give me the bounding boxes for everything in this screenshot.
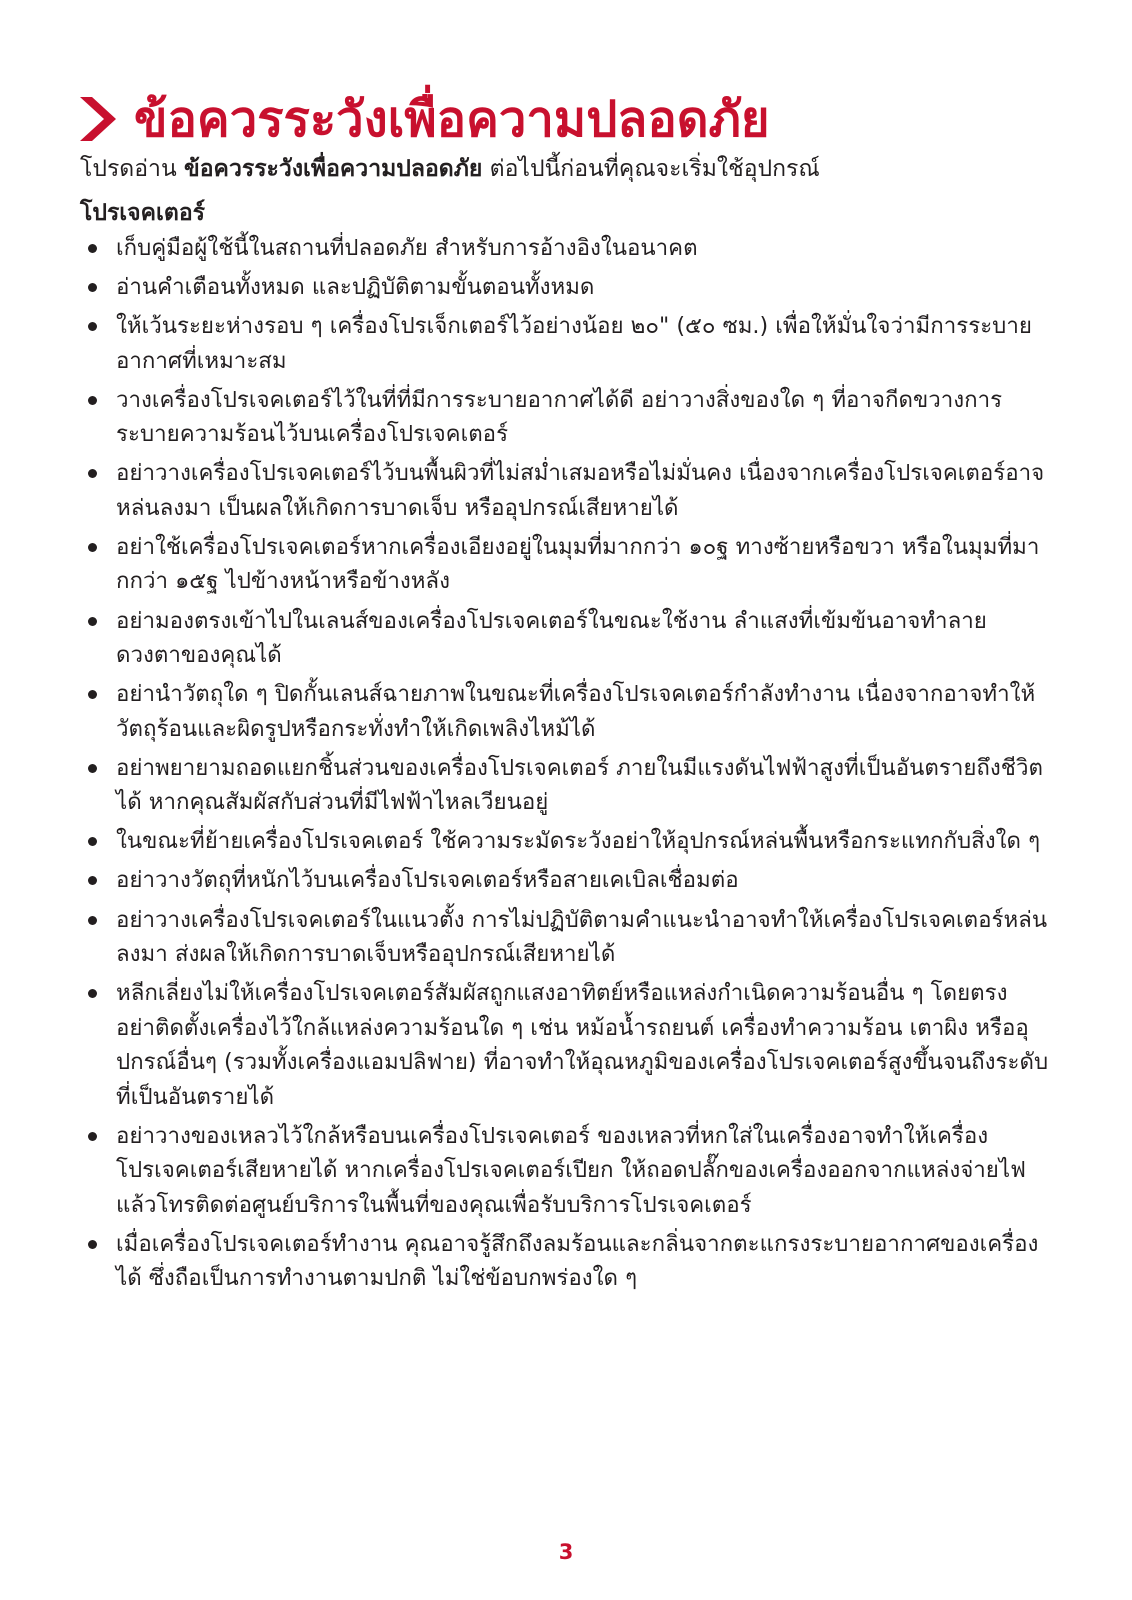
bullet-icon xyxy=(88,244,97,253)
list-item-text: ให้เว้นระยะห่างรอบ ๆ เครื่องโปรเจ็กเตอร์ไว้อย่างน้อย ๒๐" (๕๐ ซม.) เพื่อให้มั่นใจว่ามีการระบายอากาศที่เหมาะสม xyxy=(116,313,1032,374)
list-item-text: อย่านำวัตถุใด ๆ ปิดกั้นเลนส์ฉายภาพในขณะที่เครื่องโปรเจคเตอร์กำลังทำงาน เนื่องจากอาจทำให้วัตถุร้อนและผิดรูปหรือกระทั่งทำให้เกิดเพลิงไหม้ได้ xyxy=(116,681,1036,742)
bullet-icon xyxy=(88,469,97,478)
bullet-icon xyxy=(88,322,97,331)
section-heading: โปรเจคเตอร์ xyxy=(80,200,205,226)
bullet-icon xyxy=(88,543,97,552)
list-item xyxy=(80,751,1050,820)
list-item-text: อย่าวางเครื่องโปรเจคเตอร์ในแนวตั้ง การไม่ปฏิบัติตามคำแนะนำอาจทำให้เครื่องโปรเจคเตอร์หล่นลงมา ส่งผลให้เกิดการบาดเจ็บหรืออุปกรณ์เสียหายได้ xyxy=(116,906,1048,968)
list-item-text: อย่าวางวัตถุที่หนักไว้บนเครื่องโปรเจคเตอร์หรือสายเคเบิลเชื่อมต่อ xyxy=(116,867,739,894)
page-number: 3 xyxy=(558,1540,574,1564)
list-item xyxy=(80,604,1050,673)
list-item xyxy=(80,1119,1050,1223)
list-item-text: วางเครื่องโปรเจคเตอร์ไว้ในที่ที่มีการระบายอากาศได้ดี อย่าวางสิ่งของใด ๆ ที่อาจกีดขวางการระบายความร้อนไว้บนเครื่องโปรเจคเตอร์ xyxy=(116,386,1003,448)
bullet-icon xyxy=(88,916,97,925)
safety-list xyxy=(80,231,1050,1300)
list-item xyxy=(80,456,1050,525)
list-item-text: อย่ามองตรงเข้าไปในเลนส์ของเครื่องโปรเจคเตอร์ในขณะใช้งาน ลำแสงที่เข้มข้นอาจทำลายดวงตาของคุณได้ xyxy=(116,607,987,669)
bullet-icon xyxy=(88,1240,97,1249)
list-item-text: ในขณะที่ย้ายเครื่องโปรเจคเตอร์ ใช้ความระมัดระวังอย่าให้อุปกรณ์หล่นพื้นหรือกระแทกกับสิ่งใด ๆ xyxy=(116,828,1041,855)
intro-before: โปรดอ่าน xyxy=(80,156,185,182)
bullet-icon xyxy=(88,876,97,885)
list-item-text: เมื่อเครื่องโปรเจคเตอร์ทำงาน คุณอาจรู้สึกถึงลมร้อนและกลิ่นจากตะแกรงระบายอากาศของเครื่องได้ ซึ่งถือเป็นการทำงานตามปกติ ไม่ใช่ข้อบกพร่องใด ๆ xyxy=(116,1230,1039,1292)
bullet-icon xyxy=(88,989,97,998)
bullet-icon xyxy=(88,1132,97,1141)
list-item xyxy=(80,383,1050,452)
list-item-text: อย่าพยายามถอดแยกชิ้นส่วนของเครื่องโปรเจคเตอร์ ภายในมีแรงดันไฟฟ้าสูงที่เป็นอันตรายถึงชีวิตได้ หากคุณสัมผัสกับส่วนที่มีไฟฟ้าไหลเวียนอยู่ xyxy=(116,754,1043,816)
bullet-icon xyxy=(88,617,97,626)
bullet-icon xyxy=(88,396,97,405)
chevron-right-icon xyxy=(80,97,116,141)
intro-after: ต่อไปนี้ก่อนที่คุณจะเริ่มใช้อุปกรณ์ xyxy=(482,156,820,182)
list-item xyxy=(80,270,1050,305)
bullet-icon xyxy=(88,764,97,773)
list-item xyxy=(80,231,1050,266)
bullet-icon xyxy=(88,837,97,846)
list-item xyxy=(80,677,1050,746)
list-item xyxy=(80,530,1050,599)
bullet-icon xyxy=(88,283,97,292)
list-item xyxy=(80,1227,1050,1296)
list-item-text: อย่าวางเครื่องโปรเจคเตอร์ไว้บนพื้นผิวที่ไม่สม่ำเสมอหรือไม่มั่นคง เนื่องจากเครื่องโปรเจคเตอร์อาจหล่นลงมา เป็นผลให้เกิดการบาดเจ็บ หรืออุปกรณ์เสียหายได้ xyxy=(116,460,1045,521)
list-item-text: อ่านคำเตือนทั้งหมด และปฏิบัติตามขั้นตอนทั้งหมด xyxy=(116,274,595,301)
title-row xyxy=(80,84,770,154)
list-item xyxy=(80,863,1050,898)
list-item xyxy=(80,824,1050,859)
intro-text xyxy=(80,153,1080,185)
list-item-text: หลีกเลี่ยงไม่ให้เครื่องโปรเจคเตอร์สัมผัสถูกแสงอาทิตย์หรือแหล่งกำเนิดความร้อนอื่น ๆ โดยตรง อย่าติดตั้งเครื่องไว้ใกล้แหล่งความร้อนใด ๆ เช่น หม้อน้ำรถยนต์ เครื่องทำความร้อน เตาผิง หรืออุปกรณ์อื่นๆ (รวมทั้งเครื่องแอมปลิฟาย) ที่อาจทำให้อุณหภูมิของเครื่องโปรเจคเตอร์สูงขึ้นจนถึงระดับที่เป็นอันตรายได้ xyxy=(116,980,1049,1110)
bullet-icon xyxy=(88,690,97,699)
intro-bold: ข้อควรระวังเพื่อความปลอดภัย xyxy=(184,156,483,182)
page-title: ข้อควรระวังเพื่อความปลอดภัย xyxy=(134,90,770,148)
list-item xyxy=(80,976,1050,1114)
list-item-text: เก็บคู่มือผู้ใช้นี้ในสถานที่ปลอดภัย สำหรับการอ้างอิงในอนาคต xyxy=(116,235,698,261)
list-item-text: อย่าใช้เครื่องโปรเจคเตอร์หากเครื่องเอียงอยู่ในมุมที่มากกว่า ๑๐ฐ ทางซ้ายหรือขวา หรือในมุมที่มากกว่า ๑๕ฐ ไปข้างหน้าหรือข้างหลัง xyxy=(116,533,1040,595)
list-item-text: อย่าวางของเหลวไว้ใกล้หรือบนเครื่องโปรเจคเตอร์ ของเหลวที่หกใส่ในเครื่องอาจทำให้เครื่องโปรเจคเตอร์เสียหายได้ หากเครื่องโปรเจคเตอร์เปียก ให้ถอดปลั๊กของเครื่องออกจากแหล่งจ่ายไฟแล้วโทรติดต่อศูนย์บริการในพื้นที่ของคุณเพื่อรับบริการโปรเจคเตอร์ xyxy=(116,1122,1026,1218)
list-item xyxy=(80,309,1050,378)
list-item xyxy=(80,903,1050,972)
